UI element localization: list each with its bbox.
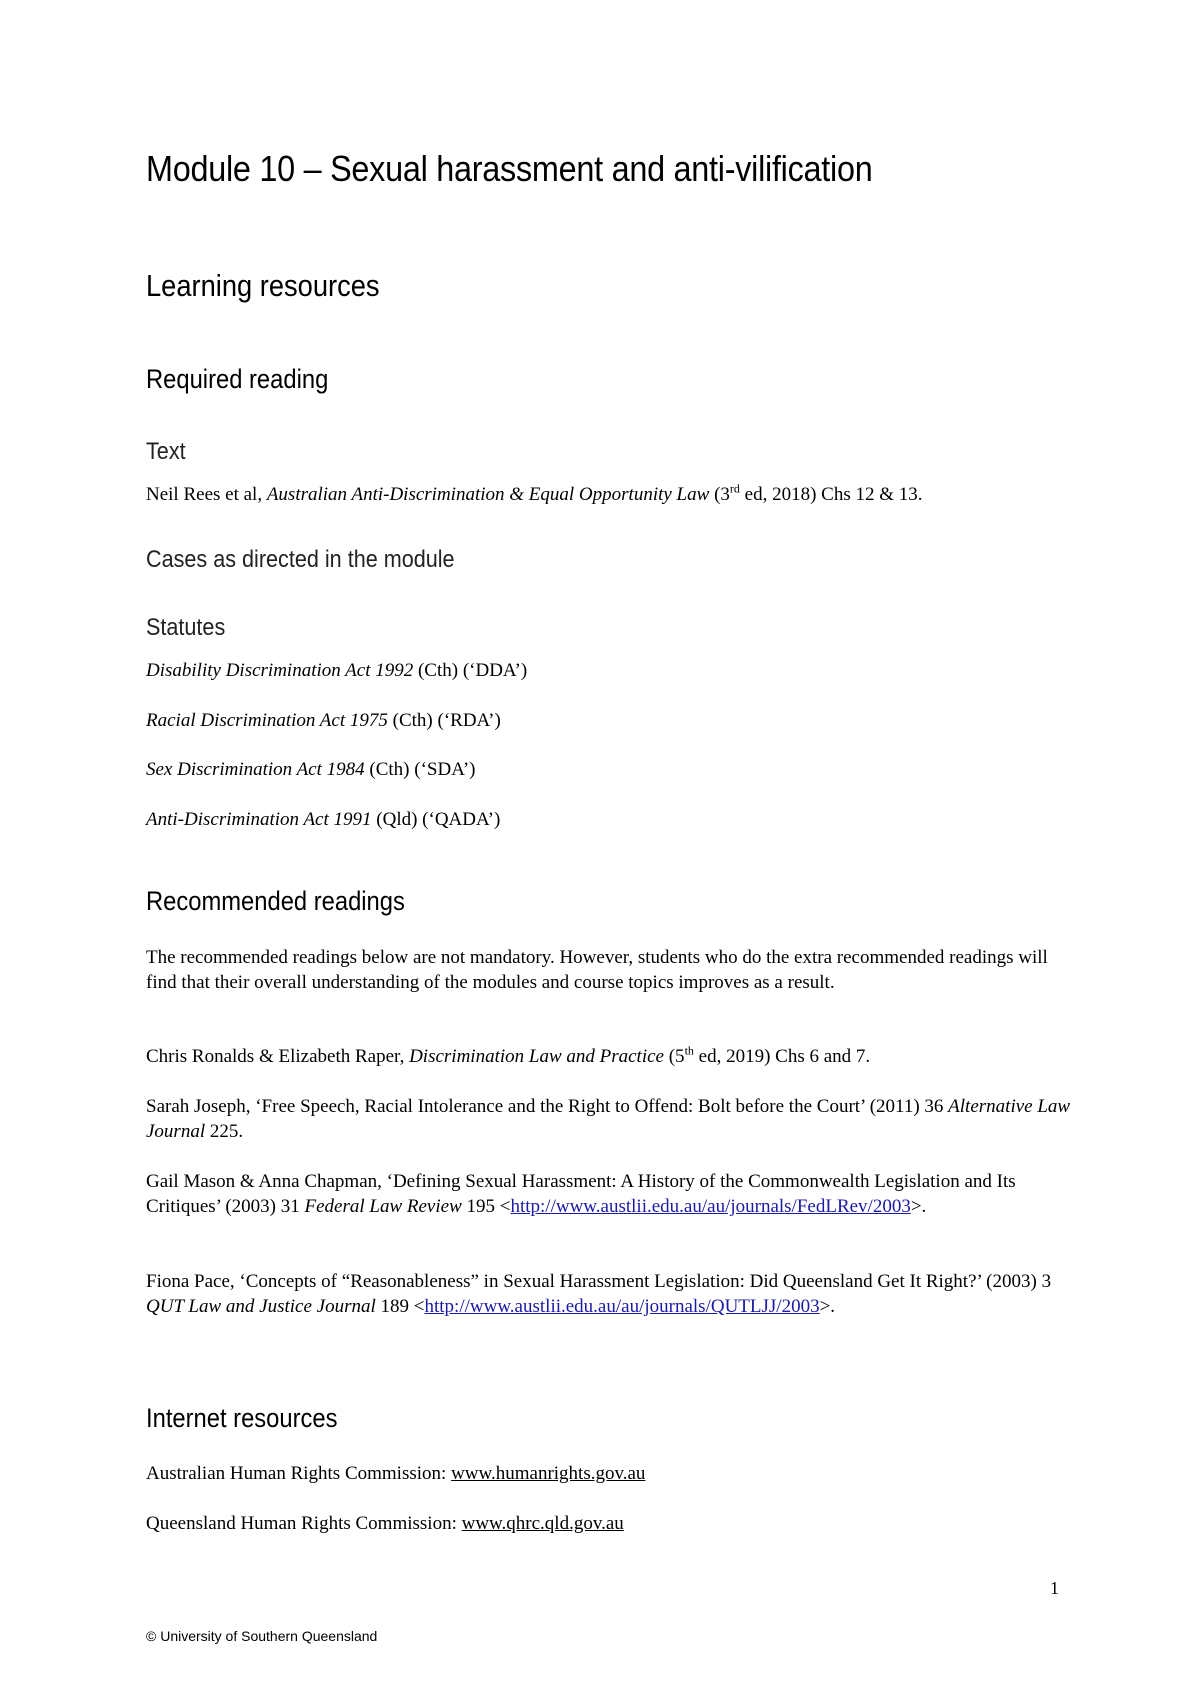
reading-journal: Alternative Law Journal <box>146 1096 1071 1142</box>
reading-citation: Sarah Joseph, ‘Free Speech, Racial Intolerance and the Right to Offend: Bolt before the Court’ (2011) 36 <box>146 1096 949 1117</box>
statute-title: Disability Discrimination Act 1992 <box>146 660 414 681</box>
text-heading: Text <box>146 438 186 465</box>
reading-journal: Federal Law Review <box>304 1196 462 1217</box>
text-edition-sup: rd <box>729 481 740 496</box>
page-number: 1 <box>1050 1578 1059 1598</box>
statute-item <box>146 807 500 832</box>
text-reference <box>146 482 923 507</box>
reading-joseph <box>146 1094 1076 1144</box>
reading-page: 189 < <box>375 1296 425 1317</box>
reading-page: 195 < <box>461 1196 511 1217</box>
reading-mason <box>146 1169 1076 1219</box>
footer-copyright: © University of Southern Queensland <box>146 1628 378 1644</box>
text-author: Neil Rees et al, <box>146 484 267 505</box>
learning-resources-heading: Learning resources <box>146 268 380 303</box>
required-reading-heading: Required reading <box>146 364 329 394</box>
page-title: Module 10 – Sexual harassment and anti-vilification <box>146 148 873 189</box>
recommended-intro: The recommended readings below are not mandatory. However, students who do the extra recommended readings will find that their overall understanding of the modules and course topics improves as a result. <box>146 947 1048 993</box>
austlii-qutljj-link[interactable]: http://www.austlii.edu.au/au/journals/QUTLJJ/2003 <box>424 1296 820 1317</box>
statutes-heading: Statutes <box>146 614 226 641</box>
text-book-title: Australian Anti-Discrimination & Equal Opportunity Law <box>266 484 710 505</box>
reading-edition-sup: th <box>684 1043 694 1058</box>
reading-ronalds <box>146 1044 870 1069</box>
reading-journal: QUT Law and Justice Journal <box>146 1296 376 1317</box>
reading-page: 225. <box>205 1121 244 1142</box>
statute-jurisdiction: (Cth) (‘SDA’) <box>364 759 476 780</box>
text-edition-open: (3 <box>709 484 730 505</box>
internet-resource-item <box>146 1461 645 1486</box>
reading-author: Chris Ronalds & Elizabeth Raper, <box>146 1046 410 1067</box>
statute-item <box>146 708 501 733</box>
statute-title: Racial Discrimination Act 1975 <box>146 710 388 731</box>
reading-end: >. <box>819 1296 836 1317</box>
recommended-readings-heading: Recommended readings <box>146 886 405 916</box>
internet-resources-heading: Internet resources <box>146 1403 338 1433</box>
internet-resource-item <box>146 1511 624 1536</box>
statute-jurisdiction: (Cth) (‘RDA’) <box>387 710 501 731</box>
austlii-fedlrev-link[interactable]: http://www.austlii.edu.au/au/journals/FedLRev/2003 <box>510 1196 911 1217</box>
reading-pace <box>146 1269 1076 1319</box>
qhrc-link[interactable]: www.qhrc.qld.gov.au <box>461 1513 624 1534</box>
reading-edition-rest: ed, 2019) Chs 6 and 7. <box>693 1046 871 1067</box>
reading-edition-open: (5 <box>663 1046 685 1067</box>
humanrights-link[interactable]: www.humanrights.gov.au <box>451 1463 646 1484</box>
statute-title: Anti-Discrimination Act 1991 <box>146 809 372 830</box>
cases-heading: Cases as directed in the module <box>146 546 455 573</box>
text-edition-rest: ed, 2018) Chs 12 & 13. <box>739 484 923 505</box>
reading-citation: Gail Mason & Anna Chapman, ‘Defining Sexual Harassment: A History of the Commonwealth Legislation and Its Critiques’ (2003) 31 <box>146 1171 1016 1217</box>
statute-item <box>146 658 527 683</box>
resource-label: Queensland Human Rights Commission: <box>146 1513 462 1534</box>
statute-item <box>146 757 475 782</box>
statute-title: Sex Discrimination Act 1984 <box>146 759 365 780</box>
reading-title: Discrimination Law and Practice <box>409 1046 664 1067</box>
resource-label: Australian Human Rights Commission: <box>146 1463 452 1484</box>
reading-citation: Fiona Pace, ‘Concepts of “Reasonableness” in Sexual Harassment Legislation: Did Queensland Get It Right?’ (2003) 3 <box>146 1271 1052 1292</box>
statute-jurisdiction: (Cth) (‘DDA’) <box>413 660 528 681</box>
statute-jurisdiction: (Qld) (‘QADA’) <box>371 809 501 830</box>
reading-end: >. <box>910 1196 927 1217</box>
